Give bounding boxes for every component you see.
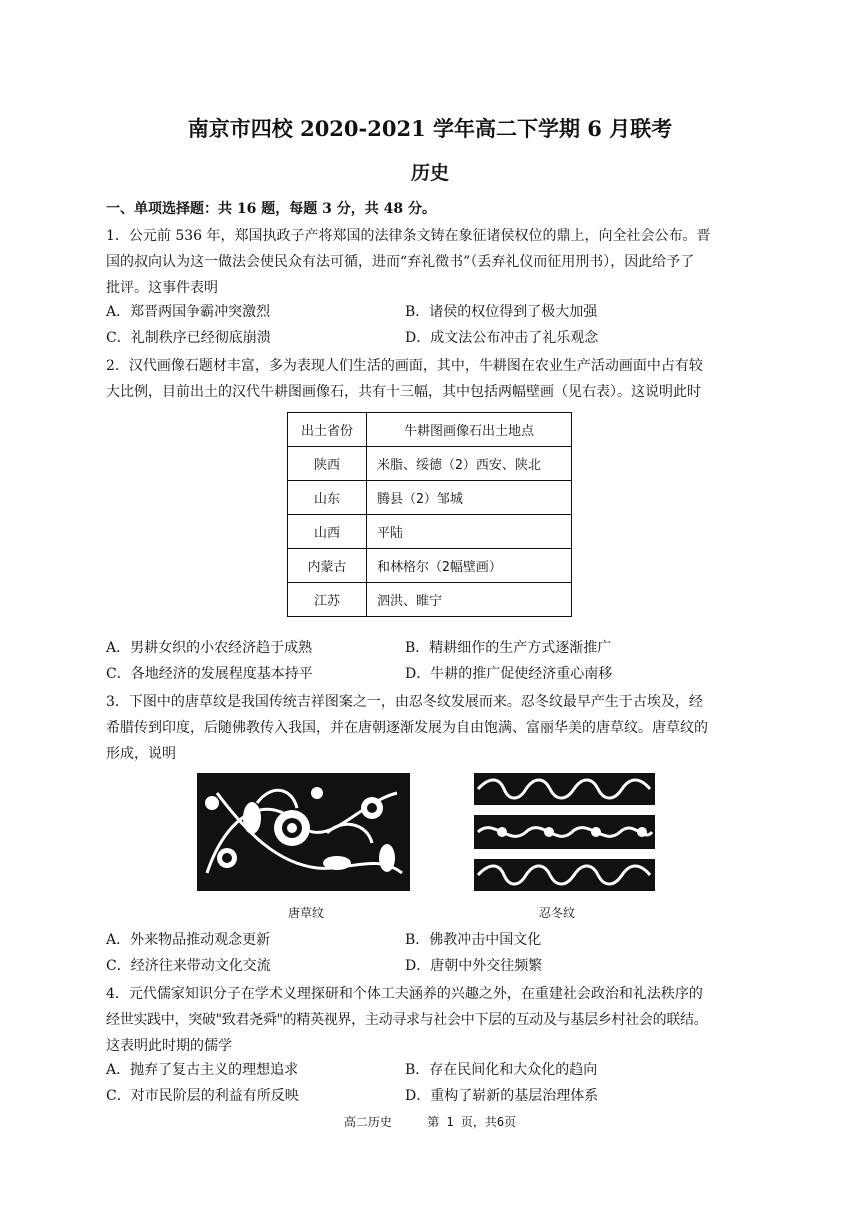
table-row bbox=[288, 447, 572, 481]
table-cell-province: 山西 bbox=[288, 515, 367, 549]
question-1-option-d[interactable]: D．成文法公布冲击了礼乐观念 bbox=[405, 330, 599, 346]
table-header-row bbox=[288, 413, 572, 447]
question-3-line-3: 形成，说明 bbox=[106, 746, 176, 762]
question-3-option-b[interactable]: B．佛教冲击中国文化 bbox=[405, 932, 542, 948]
excavation-table bbox=[287, 412, 572, 617]
table-row bbox=[288, 481, 572, 515]
question-2-option-d[interactable]: D．牛耕的推广促使经济重心南移 bbox=[405, 666, 613, 682]
question-1-line-3: 批评。这事件表明 bbox=[106, 280, 218, 296]
table-cell-location: 米脂、绥德（2）西安、陕北 bbox=[367, 447, 572, 481]
question-1-option-a[interactable]: A．郑晋两国争霸冲突激烈 bbox=[106, 304, 271, 320]
table-cell-location: 平陆 bbox=[367, 515, 572, 549]
footer-page-number: 第 1 页，共6页 bbox=[427, 1115, 517, 1129]
exam-title: 南京市四校 2020-2021 学年高二下学期 6 月联考 bbox=[187, 116, 673, 141]
table-row bbox=[288, 583, 572, 617]
table-cell-location: 腾县（2）邹城 bbox=[367, 481, 572, 515]
tang-pattern-caption: 唐草纹 bbox=[288, 906, 325, 920]
question-1-option-c[interactable]: C．礼制秩序已经彻底崩溃 bbox=[106, 330, 271, 346]
table-cell-province: 江苏 bbox=[288, 583, 367, 617]
question-4-line-3: 这表明此时期的儒学 bbox=[106, 1038, 232, 1054]
question-1-option-b[interactable]: B．诸侯的权位得到了极大加强 bbox=[405, 304, 598, 320]
question-4-option-c[interactable]: C．对市民阶层的利益有所反映 bbox=[106, 1088, 299, 1104]
table-cell-location: 和林格尔（2幅壁画） bbox=[367, 549, 572, 583]
tang-scroll-pattern-image bbox=[197, 773, 410, 891]
question-4-option-d[interactable]: D．重构了崭新的基层治理体系 bbox=[405, 1088, 599, 1104]
table-cell-location: 泗洪、睢宁 bbox=[367, 583, 572, 617]
subject-title: 历史 bbox=[410, 162, 449, 184]
question-4-line-1: 4．元代儒家知识分子在学术义理探研和个体工夫涵养的兴趣之外，在重建社会政治和礼法秩序的 bbox=[106, 986, 703, 1002]
question-2-line-1: 2．汉代画像石题材丰富，多为表现人们生活的画面，其中，牛耕图在农业生产活动画面中占有较 bbox=[106, 358, 703, 374]
question-2-option-a[interactable]: A．男耕女织的小农经济趋于成熟 bbox=[106, 640, 313, 656]
question-2-option-b[interactable]: B．精耕细作的生产方式逐渐推广 bbox=[405, 640, 612, 656]
question-1-line-2: 国的叔向认为这一做法会使民众有法可循，进而“弃礼徵书”（丢弃礼仪而征用刑书），因此给予了 bbox=[106, 254, 695, 270]
footer-subject: 高二历史 bbox=[343, 1115, 392, 1129]
table-row bbox=[288, 515, 572, 549]
question-4-option-a[interactable]: A．抛弃了复古主义的理想追求 bbox=[106, 1062, 299, 1078]
table-row bbox=[288, 549, 572, 583]
question-4-option-b[interactable]: B．存在民间化和大众化的趋向 bbox=[405, 1062, 598, 1078]
question-3-option-a[interactable]: A．外来物品推动观念更新 bbox=[106, 932, 271, 948]
question-2-option-c[interactable]: C．各地经济的发展程度基本持平 bbox=[106, 666, 313, 682]
table-cell-province: 内蒙古 bbox=[288, 549, 367, 583]
page-footer bbox=[0, 1113, 860, 1130]
question-3-option-d[interactable]: D．唐朝中外交往频繁 bbox=[405, 958, 543, 974]
question-3-line-1: 3．下图中的唐草纹是我国传统吉祥图案之一，由忍冬纹发展而来。忍冬纹最早产生于古埃及，经 bbox=[106, 694, 703, 710]
section-heading: 一、单项选择题：共 16 题，每题 3 分，共 48 分。 bbox=[106, 201, 436, 217]
table-cell-province: 陕西 bbox=[288, 447, 367, 481]
question-3-option-c[interactable]: C．经济往来带动文化交流 bbox=[106, 958, 271, 974]
question-1-line-1: 1．公元前 536 年，郑国执政子产将郑国的法律条文铸在象征诸侯权位的鼎上，向全社会公布。晋 bbox=[106, 228, 711, 244]
table-header-province: 出土省份 bbox=[288, 413, 367, 447]
table-header-location: 牛耕图画像石出土地点 bbox=[367, 413, 572, 447]
table-cell-province: 山东 bbox=[288, 481, 367, 515]
question-3-line-2: 希腊传到印度，后随佛教传入我国，并在唐朝逐渐发展为自由饱满、富丽华美的唐草纹。唐草纹的 bbox=[106, 720, 708, 736]
honeysuckle-pattern-image bbox=[474, 773, 655, 891]
question-2-line-2: 大比例，目前出土的汉代牛耕图画像石，共有十三幅，其中包括两幅壁画（见右表）。这说明此时 bbox=[106, 384, 701, 400]
honeysuckle-pattern-caption: 忍冬纹 bbox=[539, 906, 576, 920]
question-4-line-2: 经世实践中，突破"致君尧舜"的精英视界，主动寻求与社会中下层的互动及与基层乡村社会的联结。 bbox=[106, 1012, 708, 1028]
